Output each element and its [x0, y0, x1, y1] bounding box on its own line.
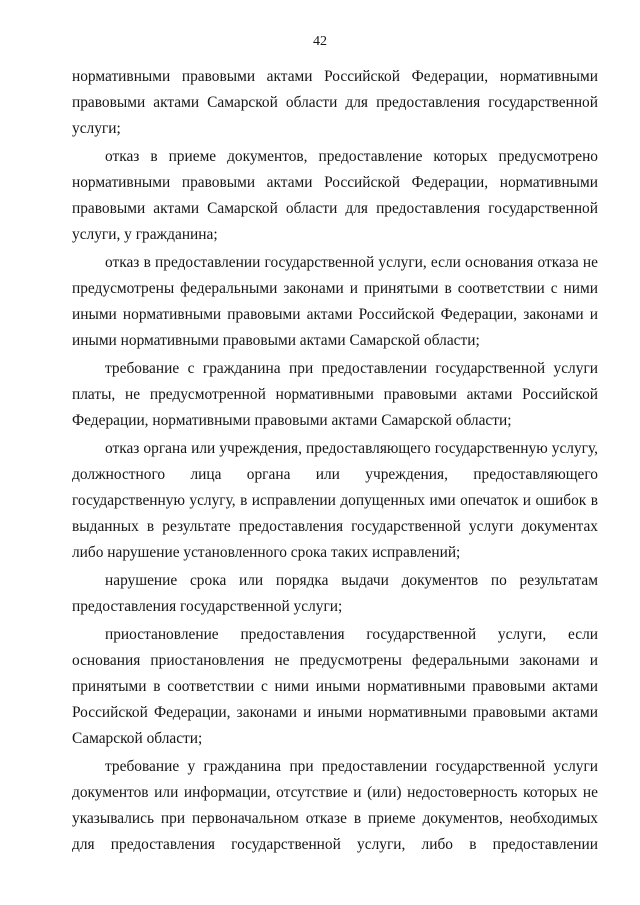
- paragraph: отказ в приеме документов, предоставление которых предусмотрено нормативными правовыми актами Российской Федерации, нормативными правовыми актами Самарской области для предоставления государственной услуги, у гражданина;: [72, 148, 598, 243]
- page-number: 42: [313, 34, 327, 49]
- paragraph: нормативными правовыми актами Российской Федерации, нормативными правовыми актами Самарской области для предоставления государственной услуги;: [72, 68, 598, 137]
- paragraph: нарушение срока или порядка выдачи документов по результатам предоставления государственной услуги;: [72, 572, 598, 615]
- paragraph: требование с гражданина при предоставлении государственной услуги платы, не предусмотренной нормативными правовыми актами Российской Федерации, нормативными правовыми актами Самарской области;: [72, 360, 598, 429]
- paragraph: отказ в предоставлении государственной услуги, если основания отказа не предусмотрены федеральными законами и принятыми в соответствии с ними иными нормативными правовыми актами Российской Федерации, законами и иными нормативными правовыми актами Самарской области;: [72, 254, 598, 349]
- paragraph: отказ органа или учреждения, предоставляющего государственную услугу, должностного лица органа или учреждения, предоставляющего государственную услугу, в исправлении допущенных ими опечаток и ошибок в выданных в результате предоставления государственной услуги документах либо нарушение установленного срока таких исправлений;: [72, 440, 598, 561]
- document-body: [72, 64, 598, 860]
- paragraph: требование у гражданина при предоставлении государственной услуги документов или информации, отсутствие и (или) недостоверность которых не указывались при первоначальном отказе в приеме документов, необходимых для предоставления государственной услуги, либо в предоставлении: [72, 758, 598, 853]
- paragraph: приостановление предоставления государственной услуги, если основания приостановления не предусмотрены федеральными законами и принятыми в соответствии с ними иными нормативными правовыми актами Российской Федерации, законами и иными нормативными правовыми актами Самарской области;: [72, 626, 598, 747]
